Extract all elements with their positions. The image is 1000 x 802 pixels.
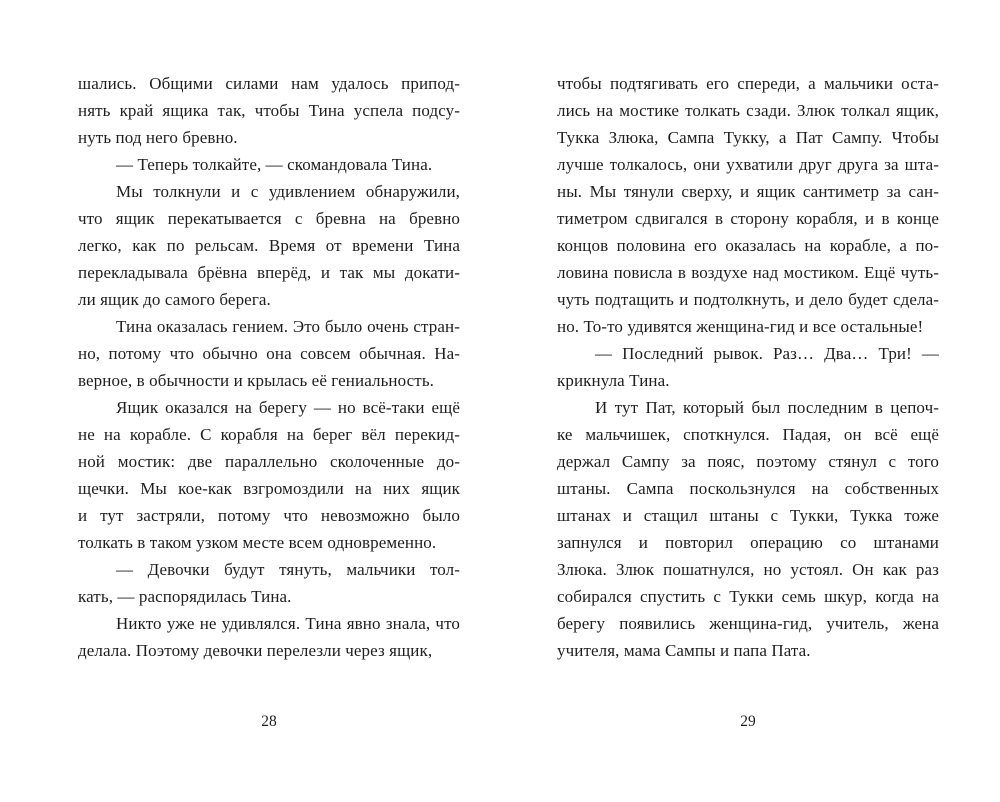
paragraph: [78, 313, 460, 394]
text-line: что ящик перекатывается с бревна на бревно: [78, 209, 460, 228]
page-left-text: [78, 70, 460, 664]
text-line: И тут Пат, который был последним в цепоч-: [595, 398, 939, 417]
text-line: Ящик оказался на берегу — но всё-таки ещё: [116, 398, 460, 417]
paragraph: [78, 70, 460, 151]
text-line: учителя, мама Сампы и папа Пата.: [557, 641, 811, 660]
paragraph: [78, 151, 460, 178]
text-line: шались. Общими силами нам удалось припод-: [78, 74, 460, 93]
text-line: концов половина его оказалась на корабле, а по-: [557, 236, 939, 255]
text-line: ловина повисла в воздухе над мостиком. Ещё чуть-: [557, 263, 939, 282]
text-line: — Теперь толкайте, — скомандовала Тина.: [116, 155, 433, 174]
paragraph: [78, 610, 460, 664]
text-line: ны. Мы тянули сверху, и ящик сантиметр за сан-: [557, 182, 939, 201]
text-line: лучше толкалось, они ухватили друг друга за шта-: [557, 155, 939, 174]
text-line: собирался спустить с Тукки семь шкур, когда на: [557, 587, 939, 606]
text-line: и тут застряли, потому что невозможно было: [78, 506, 460, 525]
text-line: — Девочки будут тянуть, мальчики тол-: [116, 560, 460, 579]
text-line: ли ящик до самого берега.: [78, 290, 271, 309]
text-line: штаны. Сампа поскользнулся на собственных: [557, 479, 939, 498]
text-line: берегу появились женщина-гид, учитель, жена: [557, 614, 939, 633]
text-line: запнулся и повторил операцию со штанами: [557, 533, 939, 552]
text-line: Никто уже не удивлялся. Тина явно знала, что: [116, 614, 460, 633]
text-line: нять край ящика так, чтобы Тина успела подсу-: [78, 101, 460, 120]
paragraph: [557, 340, 939, 394]
text-line: щечки. Мы кое-как взгромоздили на них ящик: [78, 479, 460, 498]
text-line: держал Сампу за пояс, поэтому стянул с того: [557, 452, 939, 471]
text-line: — Последний рывок. Раз… Два… Три! —: [595, 344, 939, 363]
paragraph: [557, 70, 939, 340]
text-line: делала. Поэтому девочки перелезли через ящик,: [78, 641, 433, 660]
text-line: штанах и стащил штаны с Тукки, Тукка тоже: [557, 506, 939, 525]
page-number: 29: [740, 713, 756, 730]
text-line: Тукка Злюка, Сампа Тукку, а Пат Сампу. Чтобы: [557, 128, 939, 147]
paragraph: [78, 178, 460, 313]
page-right-text: [557, 70, 939, 664]
text-line: крикнула Тина.: [557, 371, 670, 390]
paragraph: [557, 394, 939, 664]
text-line: легко, как по рельсам. Время от времени Тина: [78, 236, 460, 255]
text-line: Тина оказалась гением. Это было очень стран-: [116, 317, 460, 336]
text-line: кать, — распорядилась Тина.: [78, 587, 292, 606]
text-line: чуть подтащить и подтолкнуть, и дело будет сдела-: [557, 290, 939, 309]
text-line: тиметром сдвигался в сторону корабля, и в конце: [557, 209, 939, 228]
text-line: не на корабле. С корабля на берег вёл перекид-: [78, 425, 460, 444]
text-line: чтобы подтягивать его спереди, а мальчики оста-: [557, 74, 939, 93]
page-left: [78, 0, 460, 802]
text-line: нуть под него бревно.: [78, 128, 238, 147]
page-number: 28: [261, 713, 277, 730]
text-line: Мы толкнули и с удивлением обнаружили,: [116, 182, 460, 201]
text-line: Злюка. Злюк пошатнулся, но устоял. Он как раз: [557, 560, 939, 579]
paragraph: [78, 556, 460, 610]
text-line: но, потому что обычно она совсем обычная. На-: [78, 344, 460, 363]
paragraph: [78, 394, 460, 556]
text-line: ке мальчишек, споткнулся. Падая, он всё ещё: [557, 425, 939, 444]
text-line: толкать в таком узком месте всем одновременно.: [78, 533, 437, 552]
text-line: но. То-то удивятся женщина-гид и все остальные!: [557, 317, 924, 336]
text-line: ной мостик: две параллельно сколоченные до-: [78, 452, 460, 471]
text-line: верное, в обычности и крылась её гениальность.: [78, 371, 435, 390]
text-line: перекладывала брёвна вперёд, и так мы докати-: [78, 263, 460, 282]
text-line: лись на мостике толкать сзади. Злюк толкал ящик,: [557, 101, 939, 120]
page-right: [557, 0, 939, 802]
